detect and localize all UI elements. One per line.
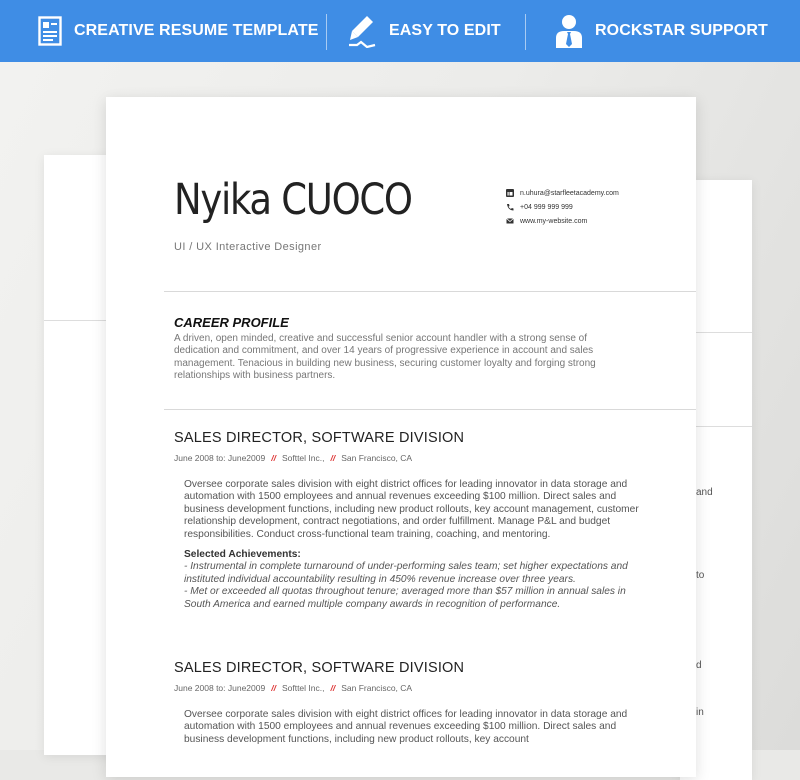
banner-label: EASY TO EDIT xyxy=(389,22,501,39)
profile-heading: CAREER PROFILE xyxy=(174,315,289,330)
contact-website-text: www.my-website.com xyxy=(520,217,588,225)
job-dates: June 2008 to: June2009 xyxy=(174,453,266,463)
job-meta xyxy=(174,453,412,463)
banner-divider xyxy=(525,14,526,50)
profile-text: A driven, open minded, creative and successful senior account handler with a strong sense of dedication and commitment, and over 14 years of progressive experience in account and sales management. Tenacious in building new business, securing customer loyalty and forging strong relationships with business partners. xyxy=(174,333,596,381)
job-title: SALES DIRECTOR, SOFTWARE DIVISION xyxy=(174,430,465,446)
support-person-icon xyxy=(555,14,583,48)
banner-item-template xyxy=(38,0,319,62)
resume-name: Nyika CUOCO xyxy=(174,175,412,225)
snippet: and xyxy=(696,487,713,498)
snippet: d xyxy=(696,660,702,671)
banner-item-edit xyxy=(347,0,501,62)
achievement-item: - Instrumental in complete turnaround of under-performing sales team; set higher expectations and instituted individual accountability resulting in 450% revenue increase over three years. xyxy=(184,561,628,585)
job-company: Softtel Inc., xyxy=(281,453,325,463)
contact-email xyxy=(506,186,619,200)
contact-website xyxy=(506,214,619,228)
pencil-icon xyxy=(347,14,377,48)
divider xyxy=(164,409,696,410)
banner-label: ROCKSTAR SUPPORT xyxy=(595,22,768,39)
linkedin-icon xyxy=(506,189,514,197)
contact-block xyxy=(506,186,619,228)
job-description: Oversee corporate sales division with eight district offices for leading innovator in data storage and automation with 1500 employees and annual revenues exceeding $100 million. Direct sales and business development functions, including new product rollouts, key account xyxy=(184,709,628,745)
meta-separator: // xyxy=(271,453,276,463)
phone-icon xyxy=(506,203,514,211)
job-location: San Francisco, CA xyxy=(341,683,413,693)
achievement-item: - Met or exceeded all quotas throughout tenure; averaged more than $57 million in annual sales in South America and earned multiple company awards in recognition of performance. xyxy=(184,586,626,610)
meta-separator: // xyxy=(271,683,276,693)
job-description-block xyxy=(184,709,654,746)
contact-phone xyxy=(506,200,619,214)
meta-separator: // xyxy=(330,683,336,693)
contact-email-text: n.uhura@starfleetacademy.com xyxy=(520,189,619,197)
contact-phone-text: +04 999 999 999 xyxy=(520,203,573,211)
snippet: to xyxy=(696,570,705,581)
resume-page xyxy=(106,97,696,777)
banner-divider xyxy=(326,14,327,50)
mail-icon xyxy=(506,217,514,225)
job-description: Oversee corporate sales division with eight district offices for leading innovator in data storage and automation with 1500 employees and annual revenues exceeding $100 million. Direct sales and business development functions, including new product rollouts, key account management, customer relationship development, contract negotiations, and order fulfillment. Manage P&L and budget responsibilities. Conduct cross-functional team training, coaching, and mentoring. xyxy=(184,479,639,540)
job-title: SALES DIRECTOR, SOFTWARE DIVISION xyxy=(174,660,465,676)
feature-banner xyxy=(0,0,800,62)
banner-item-support xyxy=(555,0,768,62)
banner-label: CREATIVE RESUME TEMPLATE xyxy=(74,22,319,39)
job-description-block xyxy=(184,479,654,611)
job-location: San Francisco, CA xyxy=(341,453,413,463)
job-dates: June 2008 to: June2009 xyxy=(174,683,266,693)
job-company: Softtel Inc., xyxy=(281,683,325,693)
snippet: in xyxy=(696,707,704,718)
divider xyxy=(164,291,696,292)
document-icon xyxy=(38,16,62,46)
meta-separator: // xyxy=(330,453,336,463)
resume-title: UI / UX Interactive Designer xyxy=(174,241,322,253)
achievements-heading: Selected Achievements: xyxy=(184,549,301,561)
job-meta xyxy=(174,683,412,693)
